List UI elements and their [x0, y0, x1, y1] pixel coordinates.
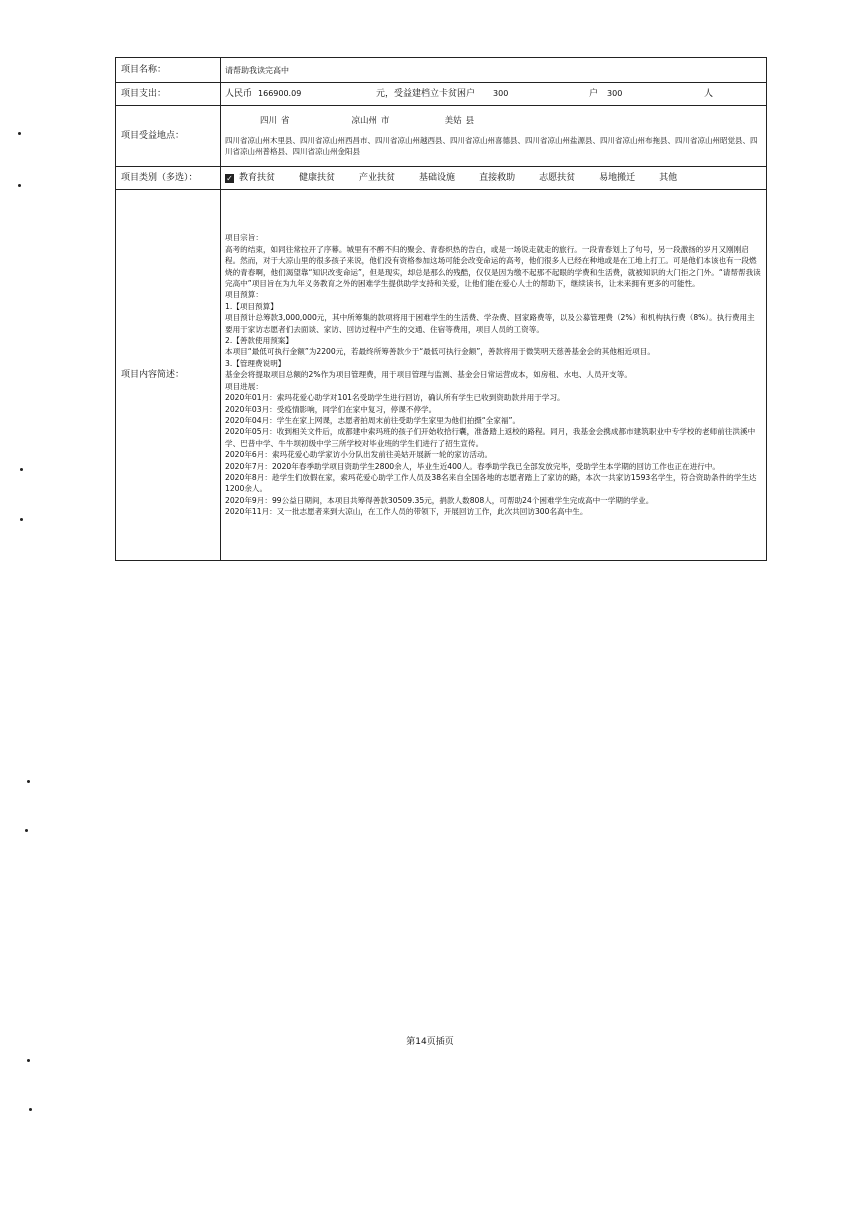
scan-speck [20, 518, 23, 521]
project-location-row [116, 106, 767, 167]
content-line: 2020年04月：学生在家上网课，志愿者拍周末前往受助学生家里为他们拍摄“全家福”。 [225, 415, 521, 425]
project-content-label: 项目内容简述： [116, 190, 221, 561]
province-unit: 省 [281, 116, 290, 126]
category-option: 直接救助 [479, 172, 516, 183]
project-info-table [115, 57, 767, 561]
content-line: 本项目“最低可执行金额”为2200元，若最终所筹善款少于“最低可执行金额”，善款将用于微笑明天慈善基金会的其他相近项目。 [225, 347, 655, 357]
project-location-label: 项目受益地点： [116, 106, 221, 167]
category-option: 健康扶贫 [299, 172, 336, 183]
category-option: 志愿扶贫 [539, 172, 576, 183]
project-category-label: 项目类别（多选）： [116, 167, 221, 190]
project-name-label: 项目名称： [116, 58, 221, 83]
content-line: 基金会将提取项目总额的2%作为项目管理费，用于项目管理与监测、基金会日常运营成本，如房租、水电、人员开支等。 [225, 370, 632, 380]
category-option: 其他 [659, 172, 678, 183]
category-option: 教育扶贫 [239, 172, 276, 183]
project-expense-row [116, 83, 767, 106]
content-line: 项目预计总筹款3,000,000元，其中所筹集的款项将用于困难学生的生活费、学杂费、回家路费等，以及公募管理费（2%）和机构执行费（8%）。执行费用主要用于家访志愿者们去面谈、家访、回访过程中产生的交通、住宿等费用，项目人员的工资等。 [225, 313, 755, 334]
scan-speck [25, 829, 28, 832]
content-line: 2020年7月：2020年春季助学项目资助学生2800余人，毕业生近400人。春季助学我已全部发放完毕，受助学生本学期的回访工作也正在进行中。 [225, 461, 720, 471]
page-number: 第14页插页 [406, 1037, 454, 1047]
content-line: 高考的结束，如同往常拉开了序幕。城里有不醉不归的聚会、青春炽热的告白，或是一场说走就走的旅行。一段青春划上了句号，另一段激扬的岁月又刚刚启程。然而，对于大凉山里的很多孩子来说，他们没有资格参加这场可能会改变命运的高考，他们很多人已经在种地或是在工地上打工。可是他们本该也有一段燃烧的青春啊，他们渴望靠“知识改变命运”，但是现实，却总是那么的残酷，仅仅是因为缴不起那不起眼的学费和生活费，就被知识的大门拒之门外。“请帮帮我读完高中”项目旨在为九年义务教育之外的困难学生提供助学支持和关爱，让他们能在爱心人士的帮助下，继续读书，让未来拥有更多的可能性。 [225, 244, 761, 289]
content-line: 项目进展： [225, 381, 263, 391]
content-line: 2020年6月：索玛花爱心助学家访小分队出发前往美姑开展新一轮的家访活动。 [225, 450, 493, 460]
city-value: 凉山州 [351, 116, 378, 126]
people-value: 300 [607, 89, 623, 98]
scan-speck [27, 780, 30, 783]
scan-speck [18, 132, 21, 135]
province-value: 四川 [260, 116, 278, 126]
content-line: 2020年01月：索玛花爱心助学对101名受助学生进行回访，确认所有学生已收到资助款并用于学习。 [225, 393, 565, 403]
project-content-row [116, 190, 767, 561]
project-name-row [116, 58, 767, 83]
project-expense-cell [221, 83, 767, 106]
content-line: 2020年9月：99公益日期间，本项目共筹得善款30509.35元，捐款人数808人，可帮助24个困难学生完成高中一学期的学业。 [225, 495, 654, 505]
project-content-cell [221, 190, 767, 561]
yuan-households-text: 元，受益建档立卡贫困户 [376, 89, 476, 99]
households-value: 300 [493, 89, 509, 98]
project-category-row [116, 167, 767, 190]
category-option: 基础设施 [419, 172, 456, 183]
county-unit: 县 [465, 116, 475, 126]
category-option: 产业扶贫 [359, 172, 396, 183]
content-line: 2.【善款使用预案】 [225, 336, 293, 346]
project-category-cell [221, 167, 767, 190]
amount-value: 166900.09 [258, 89, 302, 98]
scan-speck [29, 1108, 32, 1111]
content-line: 3.【管理费说明】 [225, 358, 286, 368]
scan-speck [18, 184, 21, 187]
ren-unit: 人 [704, 89, 714, 99]
city-unit: 市 [381, 116, 390, 126]
category-option: 易地搬迁 [599, 172, 636, 183]
content-line: 2020年8月：趁学生们放假在家，索玛花爱心助学工作人员及38名来自全国各地的志愿者踏上了家访的路，本次一共家访1593名学生，符合资助条件的学生达1200余人。 [225, 472, 757, 494]
project-location-cell [221, 106, 767, 167]
project-expense-label: 项目支出： [116, 83, 221, 106]
hu-unit: 户 [589, 89, 599, 99]
currency-text: 人民币 [225, 89, 253, 99]
scan-speck [20, 468, 23, 471]
project-name-value: 请帮助我读完高中 [221, 58, 767, 83]
checked-checkbox-icon[interactable]: ✓ [226, 173, 233, 183]
content-line: 项目预算： [225, 290, 263, 300]
county-list: 四川省凉山州木里县、四川省凉山州西昌市、四川省凉山州越西县、四川省凉山州喜德县、四川省凉山州盐源县、四川省凉山州布拖县、四川省凉山州昭觉县、四川省凉山州普格县、四川省凉山州金阳县 [225, 136, 758, 156]
content-line: 2020年11月：又一批志愿者来到大凉山，在工作人员的带领下，开展回访工作，此次共回访300名高中生。 [225, 507, 588, 517]
content-line: 1.【项目预算】 [225, 301, 278, 311]
content-line: 2020年03月：受疫情影响，同学们在家中复习，停课不停学。 [225, 404, 437, 414]
scan-speck [27, 1059, 30, 1062]
content-line: 项目宗旨： [225, 233, 263, 243]
county-value: 美姑 [444, 116, 462, 126]
content-line: 2020年05月：收到相关文件后，成都建中索玛班的孩子们开始收拾行囊，准备踏上返校的路程。同月，我基金会携成都市建筑职业中专学校的老师前往洪溪中学、巴普中学、牛牛坝初级中学三所学校对毕业班的学生们进行了招生宣传。 [225, 427, 756, 448]
